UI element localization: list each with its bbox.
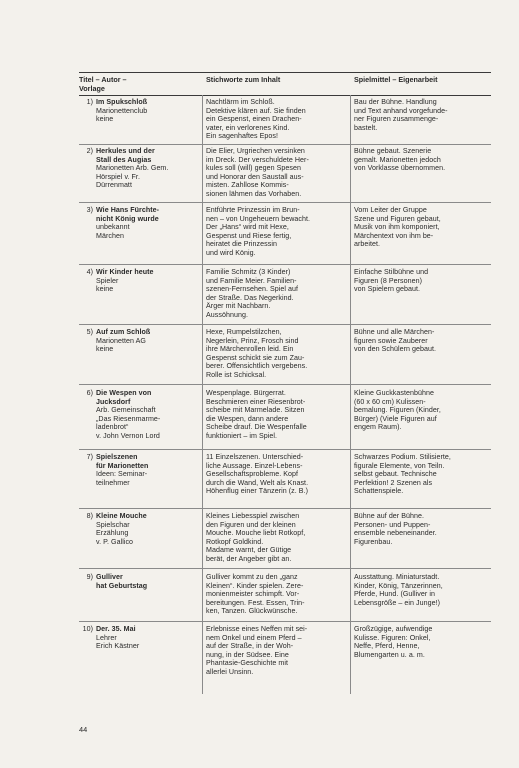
content-cell: Die Elier, Urgriechen versinken im Dreck. Der verschuldete Her- kules soll (will) gegen Spesen und Honorar den Saustall aus- misten. Zahllose Kommis- sionen lähmen das Vorhaben. — [206, 147, 309, 198]
play-title: Wir Kinder heute — [96, 268, 154, 276]
title-cell — [96, 573, 202, 590]
play-title: Spielszenen für Marionetten — [96, 453, 149, 470]
author-source: Ideen: Seminar- teilnehmer — [96, 470, 148, 487]
title-cell — [96, 268, 202, 294]
material-cell: Einfache Stilbühne und Figuren (8 Personen) von Spielern gebaut. — [354, 268, 429, 294]
row-number: 5) — [86, 328, 93, 336]
title-cell — [96, 389, 202, 441]
author-source: Spieler keine — [96, 276, 119, 294]
material-cell: Schwarzes Podium. Stilisierte, figurale Elemente, von Teiln. selbst gebaut. Technische Perfektion! 2 Szenen als Schattenspiele. — [354, 453, 451, 496]
play-title: Kleine Mouche — [96, 512, 147, 520]
title-cell — [96, 206, 202, 240]
row-divider — [79, 264, 491, 265]
title-cell — [96, 625, 202, 651]
author-source: Marionetten Arb. Gem. Hörspiel v. Fr. Dürrenmatt — [96, 164, 169, 190]
column-separator — [350, 95, 351, 694]
author-source: Marionetten AG keine — [96, 336, 146, 354]
author-source: unbekannt Märchen — [96, 223, 130, 240]
table-top-rule — [79, 72, 491, 73]
content-cell: Hexe, Rumpelstilzchen, Negerlein, Prinz, Frosch sind ihre Märchenrollen leid. Ein Gespenst schickt sie zum Zau- berer. Offensichtlich vergebens. Rolle ist Schicksal. — [206, 328, 308, 379]
row-divider — [79, 144, 491, 145]
title-cell — [96, 453, 202, 487]
row-number: 10) — [82, 625, 93, 633]
content-cell: Wespenplage. Bürgerrat. Beschmieren einer Riesenbrot- scheibe mit Marmelade. Sitzen die Wespen, dann andere Scheibe drauf. Die Wespenfalle funktioniert – im Spiel. — [206, 389, 307, 440]
content-cell: Nachtlärm im Schloß. Detektive klären auf. Sie finden ein Gespenst, einen Drachen- vater, ein verlorenes Kind. Ein sagenhaftes Epos! — [206, 98, 306, 141]
content-cell: Gulliver kommt zu den „ganz Kleinen“. Kinder spielen. Zere- monienmeister schimpft. Vor- bereitungen. Fest. Essen, Trin- ken, Tanzen. Glückwünsche. — [206, 573, 305, 616]
row-number: 4) — [86, 268, 93, 276]
play-title: Gulliver hat Geburtstag — [96, 573, 148, 590]
content-cell: Entführte Prinzessin im Brun- nen – von Ungeheuern bewacht. Der „Hans“ wird mit Hexe, Gespenst und Riese fertig, heiratet die Prinzessin und wird König. — [206, 206, 310, 257]
row-number: 3) — [86, 206, 93, 214]
row-number: 6) — [86, 389, 93, 397]
header-title-author: Titel – Autor – Vorlage — [79, 75, 127, 93]
material-cell: Vom Leiter der Gruppe Szene und Figuren gebaut, Musik von ihm komponiert, Märchentext von ihm be- arbeitet. — [354, 206, 441, 249]
content-cell: Kleines Liebesspiel zwischen den Figuren und der kleinen Mouche. Mouche liebt Rotkopf, Rotkopf Goldkind. Madame warnt, der Gütige berät, der Angeber gibt an. — [206, 512, 306, 563]
row-divider — [79, 508, 491, 509]
content-cell: 11 Einzelszenen. Unterschied- liche Aussage. Einzel-Lebens- Gesellschaftsprobleme. Kopf durch die Wand, Welt als Knast. Höhenflug einer Tänzerin (z. B.) — [206, 453, 309, 496]
material-cell: Ausstattung. Miniaturstadt. Kinder, König, Tänzerinnen, Pferde, Hund. (Gulliver in Lebensgröße – ein Junge!) — [354, 573, 443, 607]
author-source: Marionettenclub keine — [96, 106, 148, 124]
material-cell: Kleine Guckkastenbühne (60 x 60 cm) Kulissen- bemalung. Figuren (Kinder, Bürger) (Viele Figuren auf engem Raum). — [354, 389, 441, 432]
row-number: 2) — [86, 147, 93, 155]
header-materials: Spielmittel – Eigenarbeit — [354, 75, 438, 84]
row-divider — [79, 449, 491, 450]
row-divider — [79, 568, 491, 569]
title-cell — [96, 328, 202, 354]
play-title: Im Spukschloß — [96, 98, 148, 106]
row-number: 1) — [86, 98, 93, 106]
play-title: Auf zum Schloß — [96, 328, 151, 336]
header-bottom-rule — [79, 95, 491, 96]
page-number: 44 — [79, 725, 88, 734]
author-source: Spielschar Erzählung v. P. Gallico — [96, 520, 134, 546]
play-title: Der. 35. Mai — [96, 625, 136, 633]
content-cell: Familie Schmitz (3 Kinder) und Familie Meier. Familien- szenen-Fernsehen. Spiel auf der Straße. Das Negerkind. Ärger mit Nachbarn. Aussöhnung. — [206, 268, 299, 319]
header-content: Stichworte zum Inhalt — [206, 75, 281, 84]
row-number: 8) — [86, 512, 93, 520]
play-title: Herkules und der Stall des Augias — [96, 147, 155, 164]
play-title: Wie Hans Fürchte- nicht König wurde — [96, 206, 160, 223]
title-cell — [96, 98, 202, 124]
row-divider — [79, 202, 491, 203]
row-divider — [79, 621, 491, 622]
author-source: Arb. Gemeinschaft „Das Riesenmarme- ladenbrot“ v. John Vernon Lord — [96, 406, 161, 440]
content-cell: Erlebnisse eines Neffen mit sei- nem Onkel und einem Pferd – auf der Straße, in der Woh- nung, in der Südsee. Eine Phantasie-Geschichte mit allerlei Unsinn. — [206, 625, 308, 676]
material-cell: Bühne und alle Märchen- figuren sowie Zauberer von den Schülern gebaut. — [354, 328, 437, 354]
material-cell: Bühne gebaut. Szenerie gemalt. Marionetten jedoch von Vorklasse übernommen. — [354, 147, 446, 173]
play-title: Die Wespen von Jucksdorf — [96, 389, 152, 406]
row-divider — [79, 384, 491, 385]
column-separator — [202, 95, 203, 694]
material-cell: Bühne auf der Bühne. Personen- und Puppen- ensemble nebeneinander. Figurenbau. — [354, 512, 437, 546]
author-source: Lehrer Erich Kästner — [96, 633, 140, 651]
row-divider — [79, 324, 491, 325]
row-number: 9) — [86, 573, 93, 581]
row-number: 7) — [86, 453, 93, 461]
title-cell — [96, 512, 202, 546]
material-cell: Großzügige, aufwendige Kulisse. Figuren: Onkel, Neffe, Pferd, Henne, Blumengarten u. a. m. — [354, 625, 433, 659]
title-cell — [96, 147, 202, 190]
material-cell: Bau der Bühne. Handlung und Text anhand vorgefunde- ner Figuren zusammenge- bastelt. — [354, 98, 448, 132]
